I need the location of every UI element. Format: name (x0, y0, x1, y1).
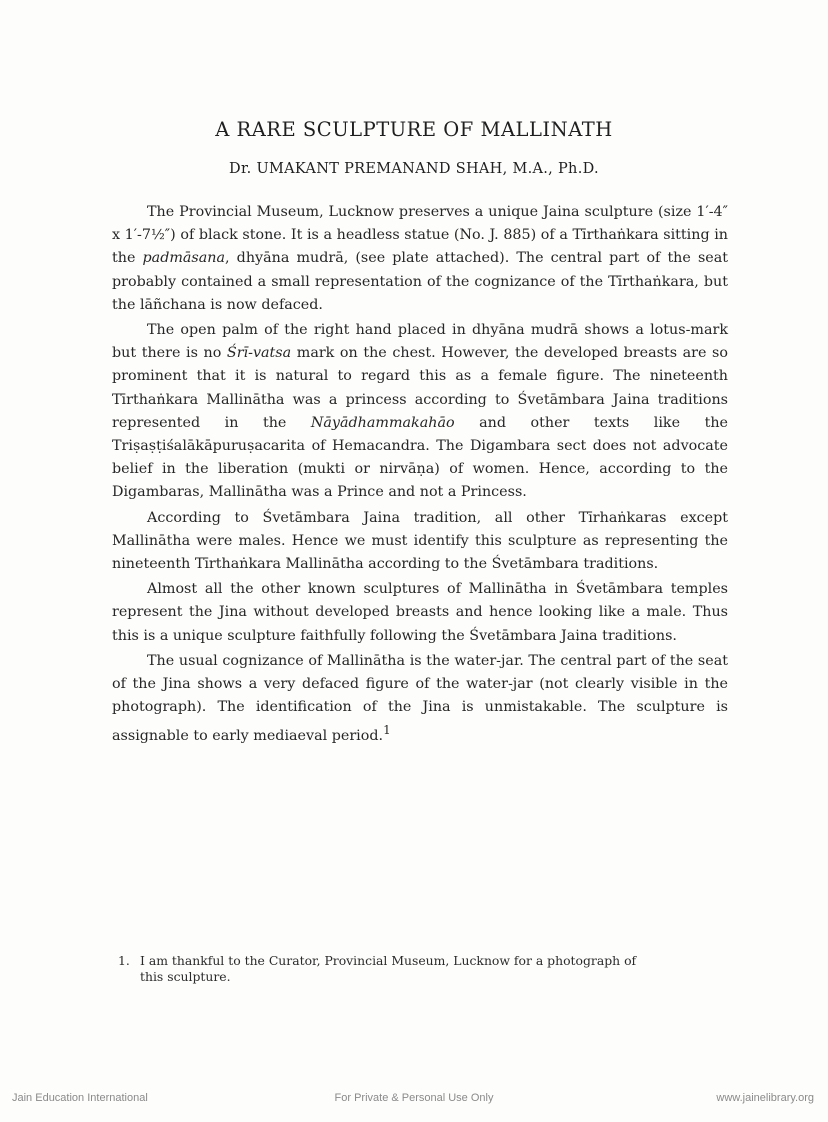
paragraph-text: mark on the chest. However, the developed breasts are so prominent that it is natural to regard this as a female figure. The nineteenth Tīrthaṅkara Mallinātha was a princess according to Śvetāmbara Jaina traditions represented in the (112, 345, 729, 431)
author-line (0, 161, 828, 177)
footnote-text-line-1: I am thankful to the Curator, Provincial Museum, Lucknow for a photograph of (140, 953, 637, 968)
paragraph-text: The usual cognizance of Mallinātha is the water-jar. The central part of the seat of the Jina shows a very defaced figure of the water-jar (not clearly visible in the photograph). The identification of the Jina is unmistakable. The sculpture is assignable to early mediaeval period. (112, 652, 728, 745)
article-title: A RARE SCULPTURE OF MALLINATH (215, 118, 613, 141)
italic-term: padmāsana (142, 250, 226, 267)
footer-right-link[interactable]: www.jainelibrary.org (716, 1092, 814, 1104)
paragraph-text: The Provincial Museum, Lucknow preserves a unique Jaina sculpture (size 1′-4″ x 1′-7½″) of black stone. It is a headless statue (No. J. 885) of a Tīrthaṅkara sitting in the (112, 204, 728, 267)
footnote (118, 953, 730, 985)
paragraph-text: and other texts like the Triṣaṣṭiśalākāpuruṣacarita of Hemacandra. The Digambara sect does not advocate belief in the liberation (mukti or nirvāṇa) of women. Hence, according to the Digambaras, Mallinātha was a Prince and not a Princess. (112, 414, 728, 501)
body-paragraph (112, 201, 728, 317)
footnote-text-line-2: this sculpture. (140, 969, 231, 984)
body-paragraph (112, 319, 728, 505)
body-paragraph (112, 578, 728, 648)
page-footer (0, 1092, 828, 1108)
italic-term: Śrī-vatsa (226, 345, 292, 362)
article-body (112, 201, 728, 750)
author-name: UMAKANT PREMANAND SHAH, M.A., Ph.D. (256, 161, 599, 177)
footnote-marker: 1 (383, 723, 391, 738)
paragraph-text: , dhyāna mudrā, (see plate attached). The central part of the seat probably contained a small representation of the cognizance of the Tīrthaṅkara, but the lāñchana is now defaced. (112, 250, 729, 313)
body-paragraph (112, 650, 728, 749)
paragraph-text: The open palm of the right hand placed in dhyāna mudrā shows a lotus-mark but there is no (112, 322, 728, 362)
paragraph-text: Almost all the other known sculptures of Mallinātha in Śvetāmbara temples represent the Jina without developed breasts and hence looking like a male. Thus this is a unique sculpture faithfully following the Śvetāmbara Jaina traditions. (112, 581, 728, 644)
footnote-number: 1. (118, 953, 130, 968)
footer-left-text: Jain Education International (12, 1092, 148, 1104)
paragraph-text: According to Śvetāmbara Jaina tradition, all other Tīrhaṅkaras except Mallinātha were males. Hence we must identify this sculpture as representing the nineteenth Tīrthaṅkara Mallinātha according to the Śvetāmbara traditions. (112, 509, 728, 573)
body-paragraph (112, 507, 728, 577)
footer-center-text: For Private & Personal Use Only (334, 1092, 494, 1104)
author-prefix: Dr. (229, 161, 252, 177)
italic-term: Nāyādhammakahāo (310, 414, 455, 431)
